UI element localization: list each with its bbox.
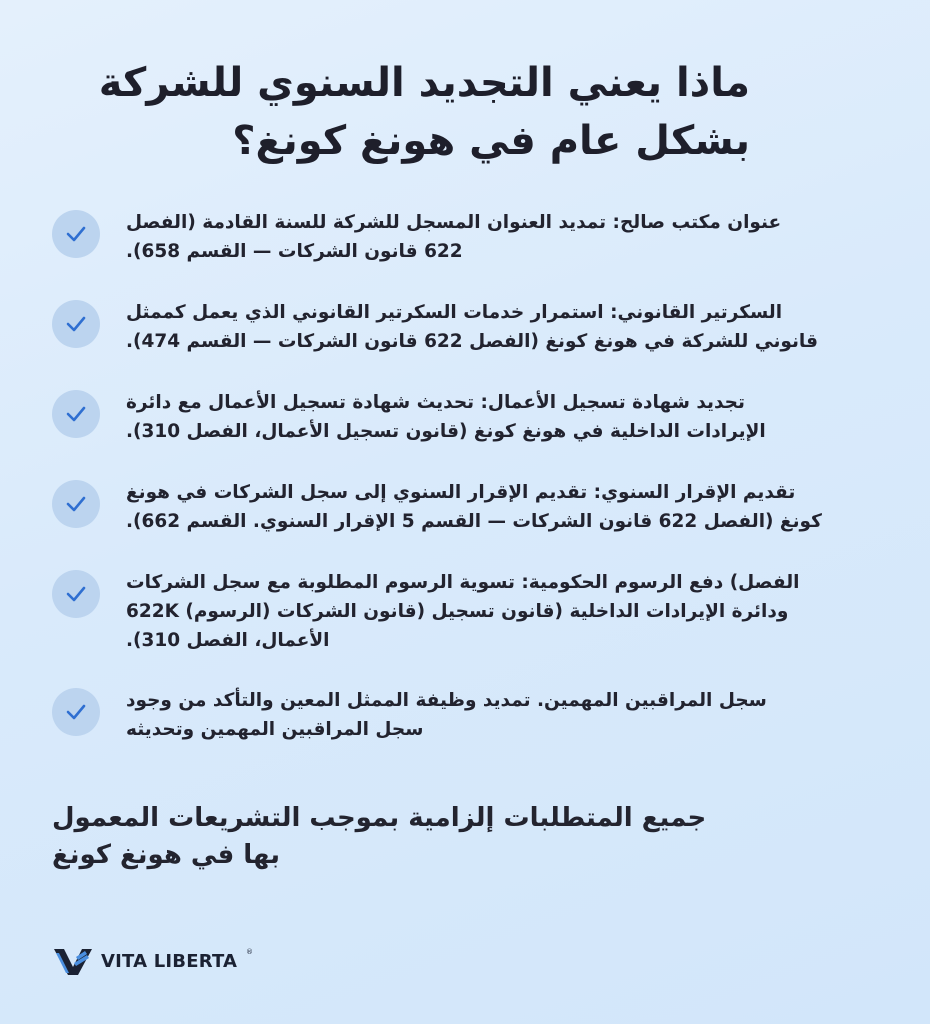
brand-logo bbox=[54, 946, 253, 976]
list-item-line: الفصل) دفع الرسوم الحكومية: تسوية الرسوم المطلوبة مع سجل الشركات bbox=[126, 572, 800, 593]
checkmark-icon bbox=[52, 300, 100, 348]
list-item bbox=[52, 568, 832, 686]
list-item bbox=[52, 298, 832, 388]
checkmark-icon bbox=[52, 390, 100, 438]
title-line-2: بشكل عام في هونغ كونغ؟ bbox=[232, 118, 750, 164]
list-item-text bbox=[126, 478, 866, 536]
brand-name: VITA LIBERTA bbox=[101, 950, 238, 972]
list-item-text bbox=[126, 568, 866, 655]
list-item-text bbox=[126, 208, 866, 266]
page-title bbox=[50, 54, 750, 170]
list-item-text bbox=[126, 298, 866, 356]
list-item-line: قانوني للشركة في هونغ كونغ (الفصل 622 قانون الشركات — القسم 474). bbox=[126, 331, 818, 352]
list-item-line: تجديد شهادة تسجيل الأعمال: تحديث شهادة تسجيل الأعمال مع دائرة bbox=[126, 392, 745, 413]
title-line-1: ماذا يعني التجديد السنوي للشركة bbox=[98, 60, 750, 106]
list-item-line: ودائرة الإيرادات الداخلية (قانون تسجيل (قانون الشركات (الرسوم) 622K bbox=[126, 601, 789, 622]
summary-line-2: بها في هونغ كونغ bbox=[52, 840, 280, 870]
list-item-line: السكرتير القانوني: استمرار خدمات السكرتير القانوني الذي يعمل كممثل bbox=[126, 302, 783, 323]
list-item-line: سجل المراقبين المهمين وتحديثه bbox=[126, 719, 424, 740]
list-item-line: كونغ (الفصل 622 قانون الشركات — القسم 5 الإقرار السنوي. القسم 662). bbox=[126, 511, 822, 532]
list-item-line: تقديم الإقرار السنوي: تقديم الإقرار السنوي إلى سجل الشركات في هونغ bbox=[126, 482, 796, 503]
list-item-text bbox=[126, 686, 866, 744]
list-item bbox=[52, 686, 832, 776]
checkmark-icon bbox=[52, 480, 100, 528]
checkmark-icon bbox=[52, 570, 100, 618]
list-item-line: 622 قانون الشركات — القسم 658). bbox=[126, 241, 463, 262]
list-item bbox=[52, 208, 832, 298]
list-item-text bbox=[126, 388, 866, 446]
checkmark-icon bbox=[52, 688, 100, 736]
checkmark-icon bbox=[52, 210, 100, 258]
list-item-line: سجل المراقبين المهمين. تمديد وظيفة الممثل المعين والتأكد من وجود bbox=[126, 690, 767, 711]
summary-line-1: جميع المتطلبات إلزامية بموجب التشريعات المعمول bbox=[52, 803, 707, 833]
requirements-list bbox=[52, 208, 832, 776]
vita-liberta-logo-icon bbox=[54, 947, 92, 975]
list-item-line: الأعمال، الفصل 310). bbox=[126, 630, 330, 651]
list-item-line: عنوان مكتب صالح: تمديد العنوان المسجل للشركة للسنة القادمة (الفصل bbox=[126, 212, 782, 233]
registered-mark: ® bbox=[246, 948, 253, 956]
list-item bbox=[52, 388, 832, 478]
summary-note bbox=[52, 800, 812, 874]
list-item-line: الإيرادات الداخلية في هونغ كونغ (قانون تسجيل الأعمال، الفصل 310). bbox=[126, 421, 766, 442]
list-item bbox=[52, 478, 832, 568]
